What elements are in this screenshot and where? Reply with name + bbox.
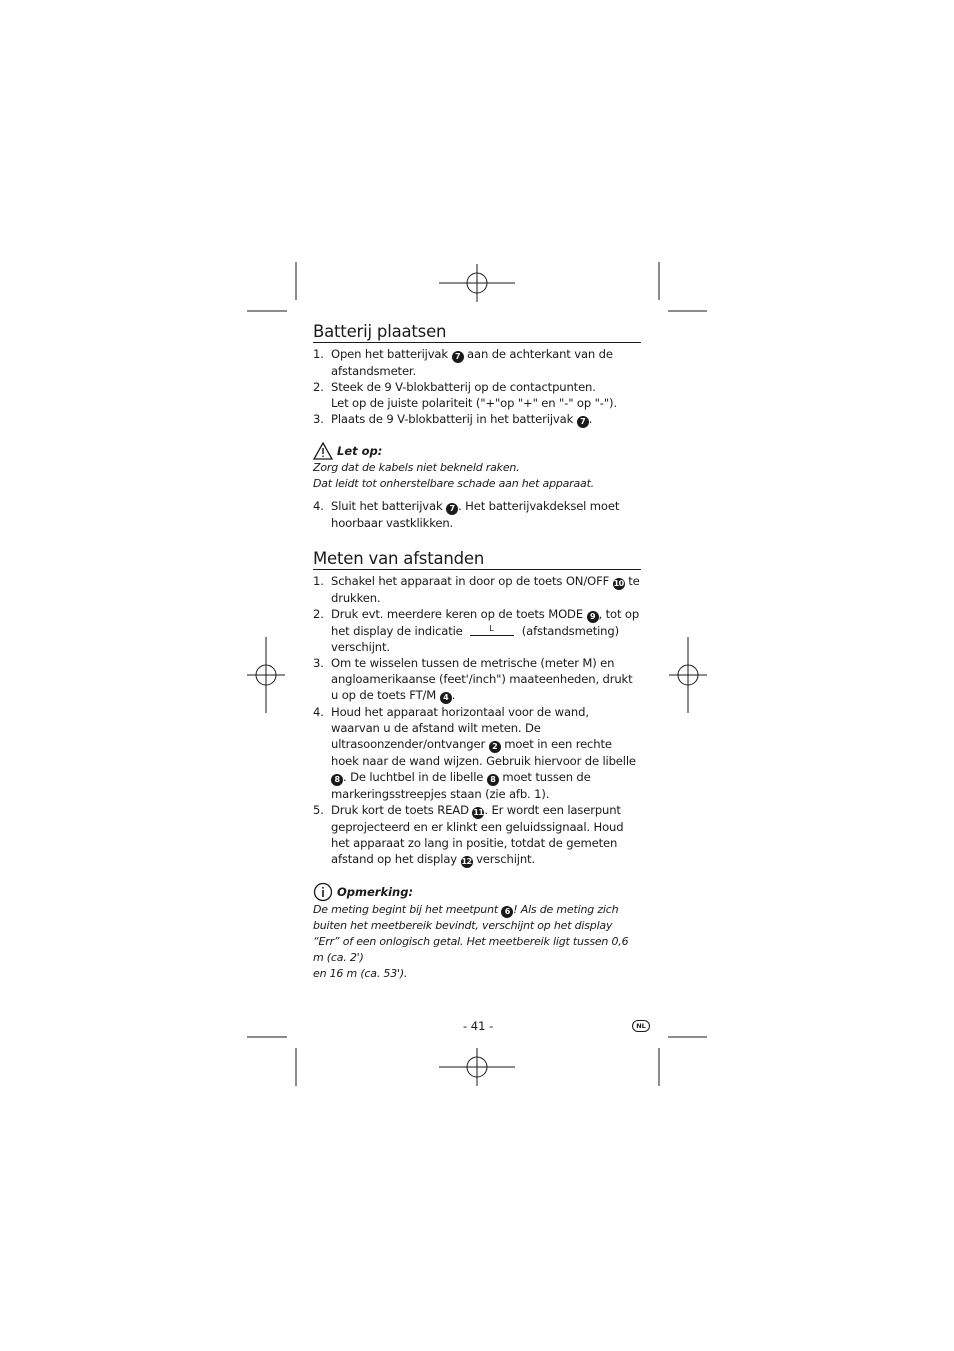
list-item: 4. Houd het apparaat horizontaal voor de wand, waarvan u de afstand wilt meten. De ultrasoonzender/ontvanger 2 moet in een rechte hoek naar de wand wijzen. Gebruik hiervoor de libelle 8 . De luchtbel in de libelle 8 moet tussen de markeringsstreepjes staan (zie afb. 1).: [313, 705, 636, 801]
display-indicator: L: [470, 625, 514, 636]
warning-text: Zorg dat de kabels niet bekneld raken. Dat leidt tot onherstelbare schade aan het apparaat.: [313, 461, 594, 490]
ref-number: 8: [487, 774, 499, 786]
list-item: 1. Open het batterijvak 7 aan de achterkant van de afstandsmeter.: [313, 347, 613, 378]
ref-number: 7: [577, 416, 589, 428]
warning-note: [313, 442, 641, 492]
measure-steps: [313, 573, 641, 868]
info-title: Opmerking:: [337, 885, 414, 899]
list-item: 5. Druk kort de toets READ 11. Er wordt een laserpunt geprojecteerd en er klinkt een geluidssignaal. Houd het apparaat zo lang in positie, totdat de gemeten afstand op het display 12 verschijnt.: [313, 803, 624, 866]
page-number: - 41 -: [463, 1019, 494, 1033]
list-item: 2. Druk evt. meerdere keren op de toets MODE 9 , tot op het display de indicatie L (afstandsmeting) verschijnt.: [313, 607, 640, 654]
ref-number: 2: [489, 741, 501, 753]
ref-number: 9: [587, 611, 599, 623]
warning-title: Let op:: [337, 444, 383, 458]
ref-number: 10: [613, 579, 624, 588]
ref-number: 7: [446, 503, 458, 515]
ref-number: 8: [331, 774, 343, 786]
ref-number: 7: [452, 351, 464, 363]
info-text: De meting begint bij het meetpunt 6 ! Als de meting zich buiten het meetbereik bevindt, verschijnt op het display “Err” of een onlogisch getal. Het meetbereik ligt tussen 0,6 m (ca. 2') en 16 m (ca. 53').: [313, 903, 629, 980]
manual-content: [313, 322, 641, 982]
list-item: 3. Plaats de 9 V-blokbatterij in het batterijvak 7 .: [313, 412, 593, 426]
list-item: 2. Steek de 9 V-blokbatterij op de contactpunten. Let op de juiste polariteit ("+"op "+" en "-" op "-").: [313, 380, 617, 410]
list-item: 4. Sluit het batterijvak 7 . Het batterijvakdeksel moet hoorbaar vastklikken.: [313, 499, 620, 530]
info-circle-icon: [313, 882, 333, 902]
list-item: 3. Om te wisselen tussen de metrische (meter M) en angloamerikaanse (feet'/inch") maateenheden, drukt u op de toets FT/M 4 .: [313, 656, 633, 702]
battery-steps: [313, 346, 641, 428]
language-badge: NL: [632, 1020, 650, 1032]
ref-number: 11: [473, 808, 484, 817]
battery-steps-cont: [313, 498, 641, 531]
list-item: 1. Schakel het apparaat in door op de toets ON/OFF 10 te drukken.: [313, 574, 640, 605]
ref-number: 12: [461, 857, 472, 866]
section-title-batterij: Batterij plaatsen: [313, 322, 641, 343]
ref-number: 4: [440, 692, 452, 704]
ref-number: 6: [501, 906, 513, 918]
section-title-meten: Meten van afstanden: [313, 549, 641, 570]
warning-triangle-icon: [313, 442, 333, 460]
info-note: [313, 882, 641, 982]
section-meten: [313, 549, 641, 982]
